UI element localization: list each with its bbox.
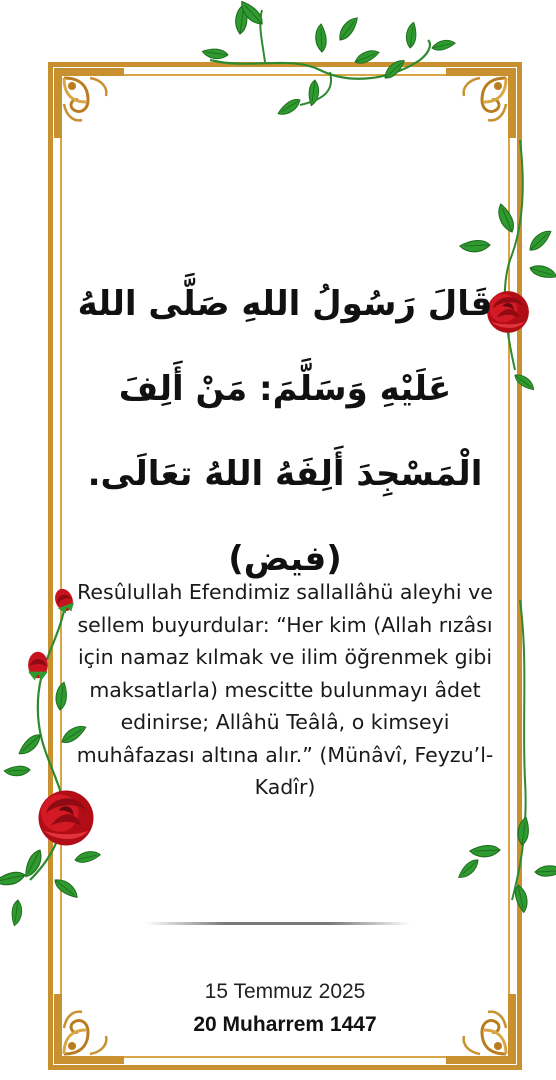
hijri-date: 20 Muharrem 1447 (193, 1013, 377, 1036)
gregorian-date: 15 Temmuz 2025 (204, 980, 366, 1003)
arabic-hadith-text: قَالَ رَسُولُ اللهِ صَلَّى اللهُ عَلَيْهِ وَسَلَّمَ: مَنْ أَلِفَ الْمَسْجِدَ أَلِفَهُ اللهُ تعَالَى. (فيض) (77, 284, 493, 579)
divider-line (145, 922, 411, 925)
turkish-translation-text: Resûlullah Efendimiz sallallâhü aleyhi ve sellem buyurdular: “Her kim (Allah rızâsı için namaz kılmak ve ilim öğrenmek gibi maksatlarla) mescitte bulunmayı âdet edinirse; Allâhü Teâlâ, o kimseyi muhâfazası altına alır.” (Münâvî, Feyzu’l-Kadîr) (76, 580, 494, 799)
